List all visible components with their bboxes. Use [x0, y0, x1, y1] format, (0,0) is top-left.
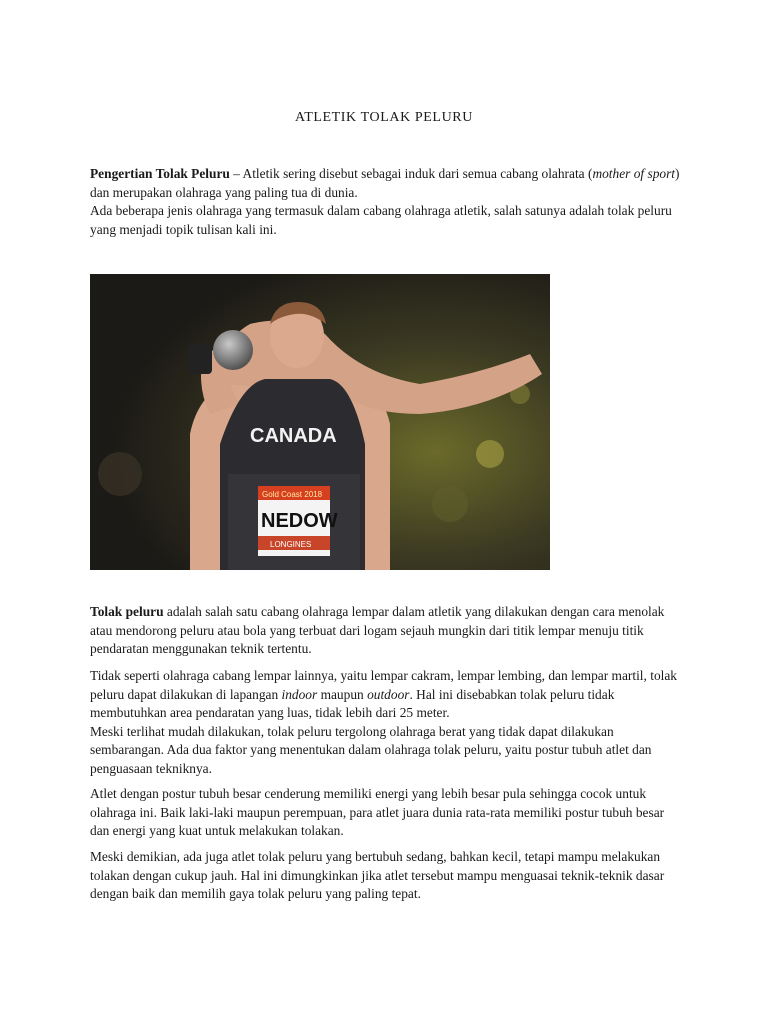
jersey-country-text: CANADA	[250, 425, 337, 447]
intro-paragraph	[90, 165, 680, 239]
compare-italic-outdoor: outdoor	[367, 686, 410, 702]
shot-put-athlete-photo	[90, 274, 550, 570]
intro-text-c: Ada beberapa jenis olahraga yang termasuk dalam cabang olahraga atletik, salah satunya adalah tolak peluru yang menjadi topik tulisan kali ini.	[90, 203, 672, 237]
athlete-illustration	[90, 274, 550, 570]
comparison-paragraph	[90, 667, 680, 778]
bib-event-text: Gold Coast 2018	[262, 490, 323, 499]
definition-term: Tolak peluru	[90, 604, 164, 619]
compare-text-c: . Hal ini disebabkan tolak peluru tidak membutuhkan area pendaratan yang luas, tidak lebih dari 25 meter.	[90, 686, 615, 720]
intro-text-b: ) dan merupakan olahraga yang paling tua di dunia.	[90, 166, 680, 200]
posture-paragraph: Atlet dengan postur tubuh besar cenderung memiliki energi yang lebih besar pula sehingga cocok untuk olahraga ini. Baik laki-laki maupun perempuan, para atlet juara dunia rata-rata memiliki postur tubuh besar dan energi yang kuat untuk melakukan tolakan.	[90, 786, 665, 838]
bib-sponsor-text: LONGINES	[270, 540, 312, 549]
bib-name-text: NEDOW	[261, 510, 338, 532]
small-athletes-paragraph: Meski demikian, ada juga atlet tolak peluru yang bertubuh sedang, bahkan kecil, tetapi mampu melakukan tolakan dengan cukup jauh. Hal ini dimungkinkan jika atlet tersebut mampu menguasai teknik-teknik dasar dengan baik dan memilih gaya tolak peluru yang paling tepat.	[90, 849, 665, 901]
definition-paragraph	[90, 603, 680, 659]
compare-text-b: maupun	[317, 686, 368, 702]
intro-italic: mother of sport	[592, 166, 676, 181]
intro-dash: –	[229, 166, 243, 181]
intro-heading: Pengertian Tolak Peluru	[90, 166, 230, 181]
intro-text-a: Atletik sering disebut sebagai induk dari semua cabang olahrata (	[242, 166, 593, 181]
definition-text: adalah salah satu cabang olahraga lempar dalam atletik yang dilakukan dengan cara menolak atau mendorong peluru atau bola yang terbuat dari logam sejauh mungkin dari titik lempar menuju titik pendaratan menggunakan teknik tertentu.	[90, 604, 665, 656]
compare-text-a: Tidak seperti olahraga cabang lempar lainnya, yaitu lempar cakram, lempar lembing, dan lempar martil, tolak peluru dapat dilakukan di lapangan	[90, 668, 677, 702]
compare-text-d: Meski terlihat mudah dilakukan, tolak peluru tergolong olahraga berat yang tidak dapat dilakukan sembarangan. Ada dua faktor yang menentukan dalam olahraga tolak peluru, yaitu postur tubuh atlet dan penguasaan tekniknya.	[90, 723, 652, 776]
compare-italic-indoor: indoor	[281, 686, 318, 702]
document-title: ATLETIK TOLAK PELURU	[295, 110, 473, 125]
